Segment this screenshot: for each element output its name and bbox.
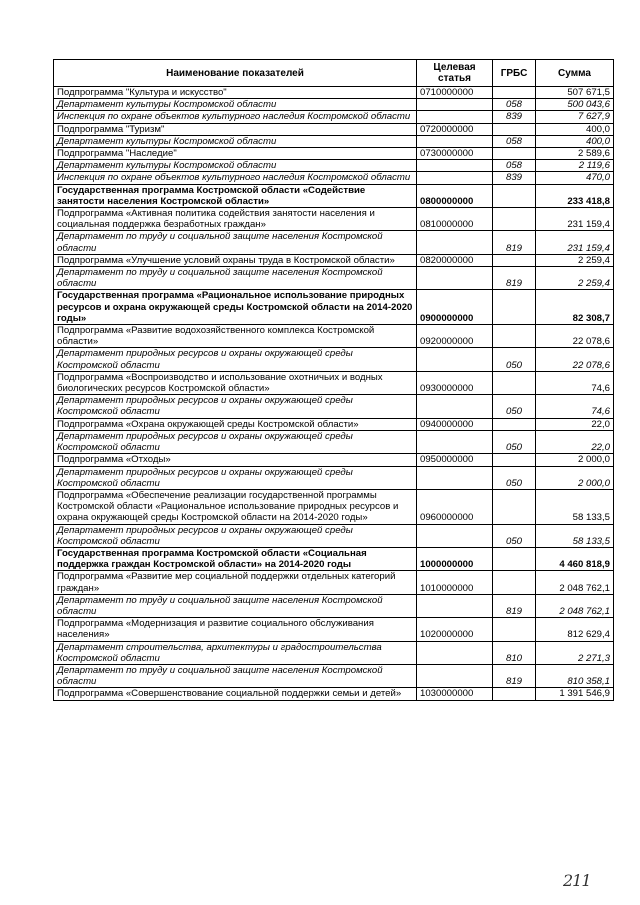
row-grbs: 819 bbox=[493, 594, 536, 617]
row-name: Подпрограмма «Воспроизводство и использование охотничьих и водных биологических ресурсов Костромской области» bbox=[54, 371, 417, 394]
row-code bbox=[417, 172, 493, 184]
row-name: Подпрограмма «Совершенствование социальной поддержки семьи и детей» bbox=[54, 688, 417, 700]
row-name: Департамент по труду и социальной защите населения Костромской области bbox=[54, 664, 417, 687]
row-sum: 470,0 bbox=[536, 172, 614, 184]
row-sum: 22,0 bbox=[536, 430, 614, 453]
row-name: Государственная программа «Рациональное использование природных ресурсов и охрана окружающей среды Костромской области на 2014-2020 годы» bbox=[54, 290, 417, 325]
row-code: 0820000000 bbox=[417, 254, 493, 266]
row-code bbox=[417, 430, 493, 453]
row-sum: 22 078,6 bbox=[536, 325, 614, 348]
row-name: Подпрограмма «Развитие мер социальной поддержки отдельных категорий граждан» bbox=[54, 571, 417, 594]
row-sum: 233 418,8 bbox=[536, 184, 614, 207]
row-code bbox=[417, 395, 493, 418]
table-row bbox=[54, 231, 614, 254]
row-name: Подпрограмма «Охрана окружающей среды Костромской области» bbox=[54, 418, 417, 430]
row-sum: 2 000,0 bbox=[536, 466, 614, 489]
row-code bbox=[417, 111, 493, 123]
table-row bbox=[54, 395, 614, 418]
row-name: Государственная программа Костромской области «Социальная поддержка граждан Костромской области» на 2014-2020 годы bbox=[54, 547, 417, 570]
row-sum: 58 133,5 bbox=[536, 489, 614, 524]
row-grbs: 819 bbox=[493, 231, 536, 254]
row-name: Департамент культуры Костромской области bbox=[54, 160, 417, 172]
row-code bbox=[417, 524, 493, 547]
row-grbs: 839 bbox=[493, 111, 536, 123]
row-name: Подпрограмма «Улучшение условий охраны труда в Костромской области» bbox=[54, 254, 417, 266]
row-sum: 2 119,6 bbox=[536, 160, 614, 172]
row-grbs bbox=[493, 418, 536, 430]
row-sum: 500 043,6 bbox=[536, 99, 614, 111]
row-name: Подпрограмма «Модернизация и развитие социального обслуживания населения» bbox=[54, 618, 417, 641]
row-sum: 4 460 818,9 bbox=[536, 547, 614, 570]
row-grbs: 050 bbox=[493, 524, 536, 547]
row-grbs bbox=[493, 571, 536, 594]
row-sum: 812 629,4 bbox=[536, 618, 614, 641]
row-code bbox=[417, 594, 493, 617]
table-row bbox=[54, 111, 614, 123]
row-sum: 2 259,4 bbox=[536, 254, 614, 266]
row-code bbox=[417, 664, 493, 687]
table-row bbox=[54, 325, 614, 348]
row-name: Департамент строительства, архитектуры и градостроительства Костромской области bbox=[54, 641, 417, 664]
row-sum: 231 159,4 bbox=[536, 231, 614, 254]
row-sum: 82 308,7 bbox=[536, 290, 614, 325]
table-row bbox=[54, 664, 614, 687]
row-name: Подпрограмма "Культура и искусство" bbox=[54, 87, 417, 99]
row-name: Инспекция по охране объектов культурного наследия Костромской области bbox=[54, 111, 417, 123]
header-name: Наименование показателей bbox=[54, 60, 417, 87]
row-code bbox=[417, 99, 493, 111]
table-row bbox=[54, 466, 614, 489]
row-name: Департамент по труду и социальной защите населения Костромской области bbox=[54, 594, 417, 617]
row-grbs: 050 bbox=[493, 395, 536, 418]
row-code: 0920000000 bbox=[417, 325, 493, 348]
table-row bbox=[54, 267, 614, 290]
row-grbs bbox=[493, 254, 536, 266]
table-row bbox=[54, 160, 614, 172]
row-sum: 22,0 bbox=[536, 418, 614, 430]
row-grbs: 839 bbox=[493, 172, 536, 184]
header-sum: Сумма bbox=[536, 60, 614, 87]
table-row bbox=[54, 618, 614, 641]
row-sum: 74,6 bbox=[536, 395, 614, 418]
table-row bbox=[54, 547, 614, 570]
row-grbs bbox=[493, 123, 536, 135]
table-row bbox=[54, 99, 614, 111]
table-row bbox=[54, 290, 614, 325]
row-code: 0930000000 bbox=[417, 371, 493, 394]
row-sum: 7 627,9 bbox=[536, 111, 614, 123]
row-name: Департамент природных ресурсов и охраны окружающей среды Костромской области bbox=[54, 524, 417, 547]
row-name: Департамент культуры Костромской области bbox=[54, 99, 417, 111]
row-name: Подпрограмма «Отходы» bbox=[54, 454, 417, 466]
row-sum: 400,0 bbox=[536, 135, 614, 147]
row-grbs bbox=[493, 618, 536, 641]
row-grbs bbox=[493, 489, 536, 524]
row-code: 0960000000 bbox=[417, 489, 493, 524]
page-number: 211 bbox=[563, 871, 591, 890]
row-grbs bbox=[493, 454, 536, 466]
row-grbs bbox=[493, 184, 536, 207]
row-grbs bbox=[493, 290, 536, 325]
row-grbs: 050 bbox=[493, 430, 536, 453]
row-sum: 2 000,0 bbox=[536, 454, 614, 466]
table-row bbox=[54, 418, 614, 430]
row-code: 0810000000 bbox=[417, 208, 493, 231]
row-sum: 2 259,4 bbox=[536, 267, 614, 290]
row-name: Департамент по труду и социальной защите населения Костромской области bbox=[54, 267, 417, 290]
row-grbs bbox=[493, 148, 536, 160]
table-row bbox=[54, 254, 614, 266]
row-code bbox=[417, 466, 493, 489]
row-grbs bbox=[493, 688, 536, 700]
row-grbs bbox=[493, 371, 536, 394]
table-row bbox=[54, 148, 614, 160]
row-name: Департамент культуры Костромской области bbox=[54, 135, 417, 147]
row-code bbox=[417, 135, 493, 147]
row-sum: 810 358,1 bbox=[536, 664, 614, 687]
table-row bbox=[54, 208, 614, 231]
row-grbs: 058 bbox=[493, 160, 536, 172]
row-grbs bbox=[493, 87, 536, 99]
row-sum: 2 271,3 bbox=[536, 641, 614, 664]
row-code: 0940000000 bbox=[417, 418, 493, 430]
row-name: Подпрограмма «Активная политика содействия занятости населения и социальная поддержка безработных граждан» bbox=[54, 208, 417, 231]
header-code: Целевая статья bbox=[417, 60, 493, 87]
row-sum: 2 048 762,1 bbox=[536, 571, 614, 594]
row-name: Департамент природных ресурсов и охраны окружающей среды Костромской области bbox=[54, 466, 417, 489]
row-code bbox=[417, 267, 493, 290]
row-grbs: 819 bbox=[493, 664, 536, 687]
row-code: 0720000000 bbox=[417, 123, 493, 135]
row-name: Инспекция по охране объектов культурного наследия Костромской области bbox=[54, 172, 417, 184]
row-grbs: 050 bbox=[493, 466, 536, 489]
row-code: 1000000000 bbox=[417, 547, 493, 570]
row-name: Подпрограмма "Наследие" bbox=[54, 148, 417, 160]
row-code: 0950000000 bbox=[417, 454, 493, 466]
row-name: Департамент природных ресурсов и охраны окружающей среды Костромской области bbox=[54, 430, 417, 453]
table-row bbox=[54, 688, 614, 700]
row-name: Департамент природных ресурсов и охраны окружающей среды Костромской области bbox=[54, 395, 417, 418]
row-code bbox=[417, 160, 493, 172]
row-sum: 231 159,4 bbox=[536, 208, 614, 231]
table-row bbox=[54, 184, 614, 207]
table-row bbox=[54, 594, 614, 617]
row-grbs: 810 bbox=[493, 641, 536, 664]
row-code: 1030000000 bbox=[417, 688, 493, 700]
header-grbs: ГРБС bbox=[493, 60, 536, 87]
row-name: Департамент по труду и социальной защите населения Костромской области bbox=[54, 231, 417, 254]
row-name: Государственная программа Костромской области «Содействие занятости населения Костромской области» bbox=[54, 184, 417, 207]
row-grbs bbox=[493, 325, 536, 348]
row-code bbox=[417, 641, 493, 664]
table-row bbox=[54, 430, 614, 453]
table-row bbox=[54, 135, 614, 147]
row-name: Подпрограмма "Туризм" bbox=[54, 123, 417, 135]
table-header-row bbox=[54, 60, 614, 87]
row-sum: 74,6 bbox=[536, 371, 614, 394]
row-grbs: 058 bbox=[493, 99, 536, 111]
row-grbs bbox=[493, 208, 536, 231]
table-row bbox=[54, 489, 614, 524]
row-code: 0710000000 bbox=[417, 87, 493, 99]
table-row bbox=[54, 571, 614, 594]
row-sum: 400,0 bbox=[536, 123, 614, 135]
row-code: 1020000000 bbox=[417, 618, 493, 641]
table-row bbox=[54, 454, 614, 466]
row-code: 0730000000 bbox=[417, 148, 493, 160]
row-name: Подпрограмма «Обеспечение реализации государственной программы Костромской области «Рациональное использование природных ресурсов и охрана окружающей среды Костромской области на 2014-2020 годы» bbox=[54, 489, 417, 524]
row-code bbox=[417, 348, 493, 371]
row-grbs: 058 bbox=[493, 135, 536, 147]
row-sum: 1 391 546,9 bbox=[536, 688, 614, 700]
row-grbs: 050 bbox=[493, 348, 536, 371]
table-row bbox=[54, 641, 614, 664]
table-row bbox=[54, 123, 614, 135]
row-sum: 2 048 762,1 bbox=[536, 594, 614, 617]
budget-table bbox=[53, 59, 614, 701]
row-name: Подпрограмма «Развитие водохозяйственного комплекса Костромской области» bbox=[54, 325, 417, 348]
row-grbs bbox=[493, 547, 536, 570]
row-sum: 22 078,6 bbox=[536, 348, 614, 371]
table-row bbox=[54, 87, 614, 99]
row-sum: 507 671,5 bbox=[536, 87, 614, 99]
table-row bbox=[54, 172, 614, 184]
row-code: 0900000000 bbox=[417, 290, 493, 325]
row-name: Департамент природных ресурсов и охраны окружающей среды Костромской области bbox=[54, 348, 417, 371]
table-row bbox=[54, 348, 614, 371]
table-row bbox=[54, 524, 614, 547]
row-code: 1010000000 bbox=[417, 571, 493, 594]
table-body bbox=[54, 87, 614, 701]
row-code: 0800000000 bbox=[417, 184, 493, 207]
row-code bbox=[417, 231, 493, 254]
table-row bbox=[54, 371, 614, 394]
row-grbs: 819 bbox=[493, 267, 536, 290]
row-sum: 2 589,6 bbox=[536, 148, 614, 160]
row-sum: 58 133,5 bbox=[536, 524, 614, 547]
